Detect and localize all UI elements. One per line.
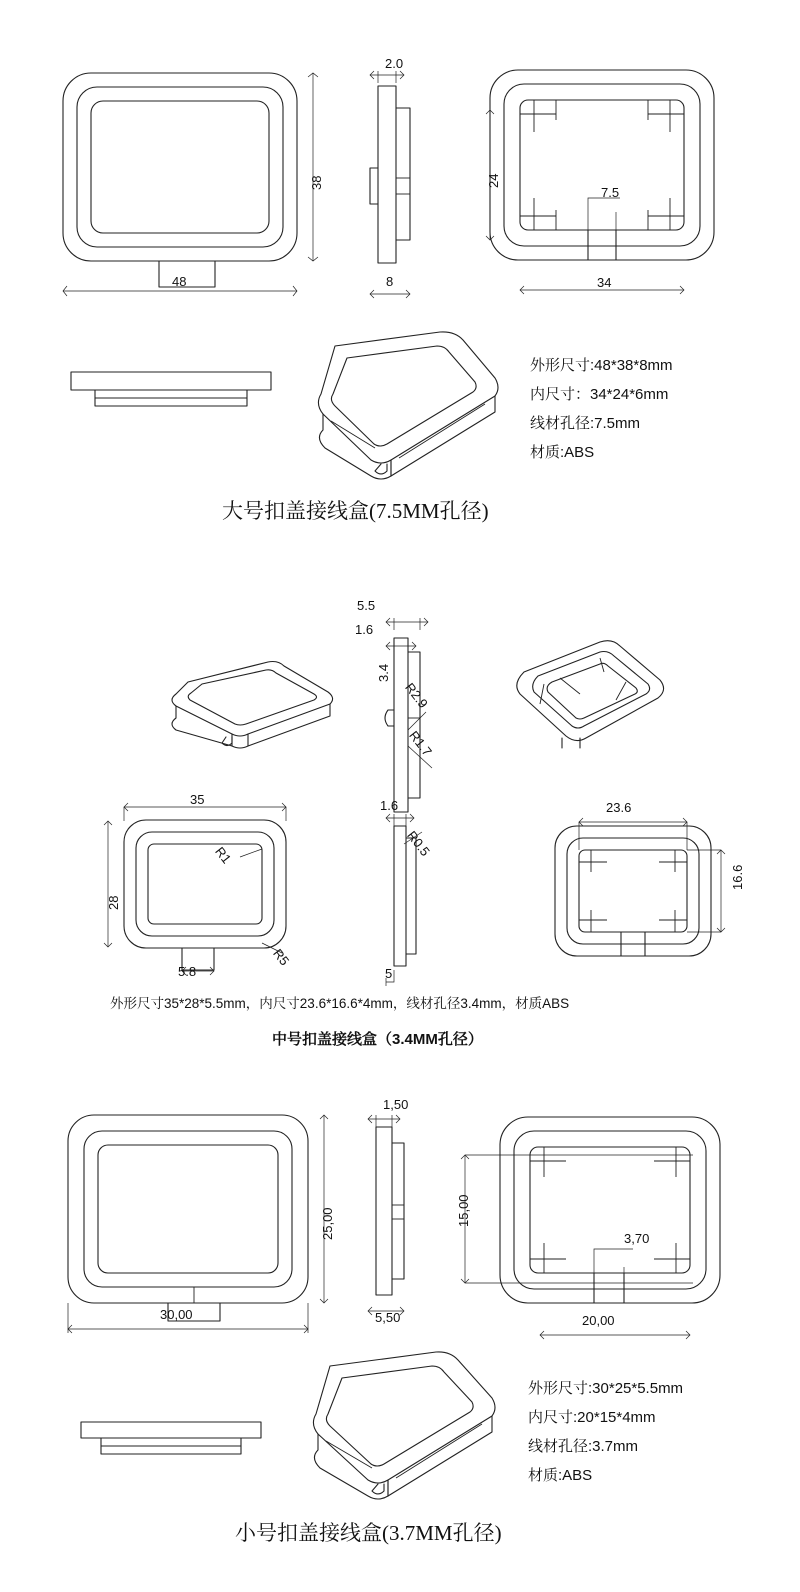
medium-base-dimensions [378, 796, 488, 996]
small-caption: 小号扣盖接线盒(3.7MM孔径) [235, 1521, 502, 1545]
medium-isometric-open-view [500, 628, 675, 763]
large-side-dimensions [370, 55, 460, 305]
medium-front-height-label: 28 [106, 895, 121, 910]
small-back-hole-label: 3,70 [624, 1231, 650, 1246]
small-side-dimensions [360, 1097, 450, 1337]
small-front-dimensions [60, 1105, 360, 1355]
small-spec-line-3: 线材孔径:3.7mm [528, 1438, 639, 1455]
medium-corner-inner-label: R1 [212, 844, 235, 867]
small-side-height-label: 5,50 [375, 1310, 401, 1325]
section-large [0, 0, 800, 540]
medium-base-radius-label: R0.5 [404, 828, 433, 859]
medium-back-dimensions [535, 800, 755, 990]
large-spec-line-1: 外形尺寸:48*38*8mm [530, 357, 673, 374]
large-caption: 大号扣盖接线盒(7.5MM孔径) [222, 499, 489, 523]
small-spec-line-1: 外形尺寸:30*25*5.5mm [528, 1380, 684, 1397]
small-spec-line-4: 材质:ABS [528, 1467, 593, 1484]
large-side-thickness-label: 2.0 [385, 56, 404, 71]
medium-corner-outer-label: R5 [270, 946, 293, 969]
large-back-hole-label: 7.5 [601, 185, 620, 200]
small-spec-line-2: 内尺寸:20*15*4mm [528, 1409, 656, 1426]
small-side-thickness-label: 1,50 [383, 1097, 409, 1112]
section-medium [0, 560, 800, 1070]
large-spec-line-3: 线材孔径:7.5mm [530, 415, 641, 432]
large-front-height-label: 38 [309, 175, 324, 190]
small-bottom-side-view [75, 1418, 275, 1468]
large-spec-line-4: 材质:ABS [530, 444, 595, 461]
medium-caption: 中号扣盖接线盒（3.4MM孔径） [272, 1031, 483, 1048]
small-front-width-label: 30,00 [160, 1307, 193, 1322]
medium-base-height-label: 5 [385, 966, 393, 981]
medium-side-lid-label: 1.6 [355, 622, 374, 637]
large-bottom-side-view [65, 368, 285, 418]
medium-front-width-label: 35 [190, 792, 205, 807]
medium-isometric-view [150, 640, 350, 750]
medium-hole-height-label: 3.4 [376, 663, 391, 682]
large-front-width-label: 48 [172, 274, 187, 289]
large-back-inner-width-label: 34 [597, 275, 612, 290]
large-spec-line-2: 内尺寸：34*24*6mm [530, 386, 669, 403]
medium-back-inner-width-label: 23.6 [606, 800, 632, 815]
small-isometric-view [290, 1340, 505, 1505]
section-small [0, 1085, 800, 1592]
large-isometric-view [295, 318, 510, 483]
medium-note: 外形尺寸35*28*5.5mm，内尺寸23.6*16.6*4mm，线材孔径3.4mm，材质ABS [110, 996, 570, 1011]
medium-back-inner-height-label: 16.6 [730, 864, 745, 890]
large-front-dimensions [55, 65, 355, 315]
medium-radius-big-label: R2.9 [402, 680, 431, 711]
small-back-inner-width-label: 20,00 [582, 1313, 615, 1328]
medium-side-total-label: 5.5 [357, 598, 376, 613]
small-front-height-label: 25,00 [320, 1207, 335, 1240]
large-side-height-label: 8 [386, 274, 394, 289]
large-back-inner-height-label: 24 [486, 173, 501, 188]
medium-front-dimensions [90, 795, 340, 1005]
small-back-inner-height-label: 15,00 [456, 1194, 471, 1227]
medium-notch-width-label: 5.8 [178, 964, 197, 979]
medium-base-lid-label: 1.6 [380, 798, 399, 813]
medium-radius-small-label: R1.7 [406, 728, 435, 759]
